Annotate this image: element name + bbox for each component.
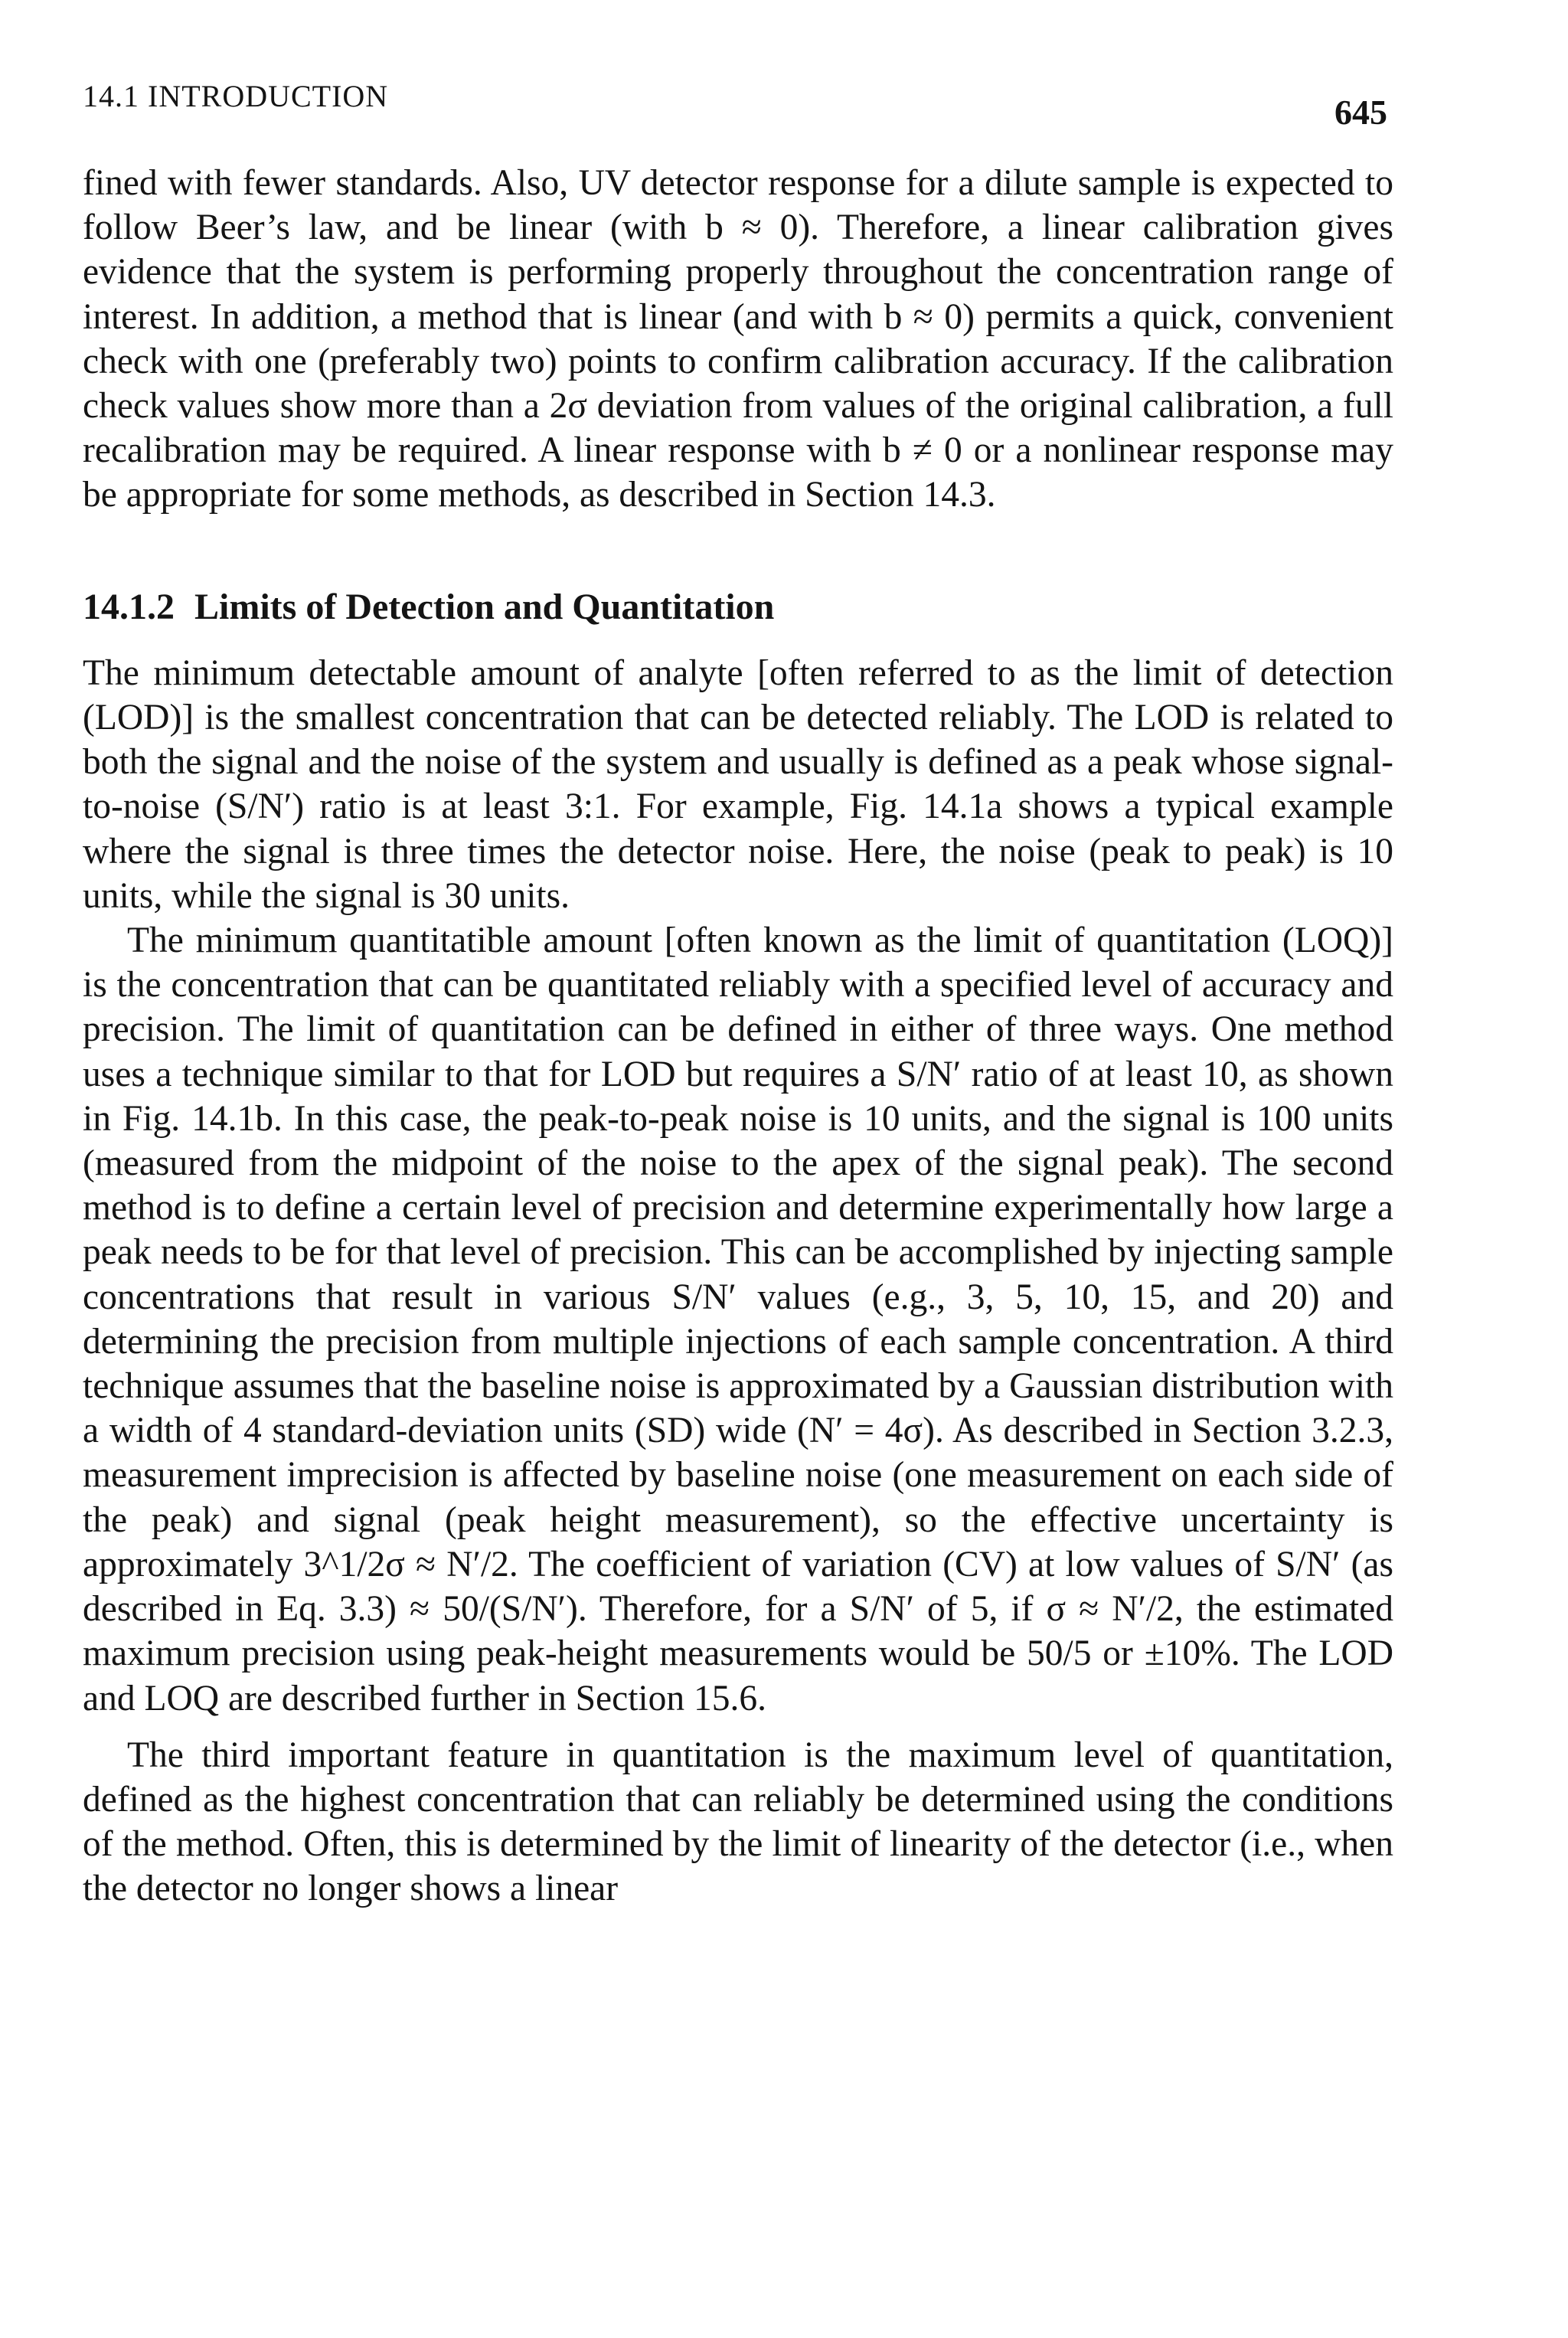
paragraph-maximum-level: The third important feature in quantitation is the maximum level of quantitation, defined as the highest concentration that can reliably be determined using the conditions of the method. Often, this is determined by the limit of linearity of the detector (i.e., when the detector no longer shows a linear bbox=[83, 1735, 1393, 1909]
paragraph-limit-of-quantitation: The minimum quantitatible amount [often known as the limit of quantitation (LOQ)] is the concentration that can be quantitated reliably with a specified level of accuracy and precision. The limit of quantitation can be defined in either of three ways. One method uses a technique similar to that for LOD but requires a S/N′ ratio of at least 10, as shown in Fig. 14.1b. In this case, the peak-to-peak noise is 10 units, and the signal is 100 units (measured from the midpoint of the noise to the apex of the signal peak). The second method is to define a certain level of precision and determine experimentally how large a peak needs to be for that level of precision. This can be accomplished by injecting sample concentrations that result in various S/N′ values (e.g., 3, 5, 10, 15, and 20) and determining the precision from multiple injections of each sample concentration. A third technique assumes that the baseline noise is approximated by a Gaussian distribution with a width of 4 standard-deviation units (SD) wide (N′ = 4σ). As described in Section 3.2.3, measurement imprecision is affected by baseline noise (one measurement on each side of the peak) and signal (peak height measurement), so the effective uncertainty is approximately 3^1/2σ ≈ N′/2. The coefficient of variation (CV) at low values of S/N′ (as described in Eq. 3.3) ≈ 50/(S/N′). Therefore, for a S/N′ of 5, if σ ≈ N′/2, the estimated maximum precision using peak-height measurements would be 50/5 or ±10%. The LOD and LOQ are described further in Section 15.6. bbox=[83, 920, 1393, 1718]
section-number: 14.1.2 bbox=[83, 586, 175, 627]
section-running-title: 14.1 INTRODUCTION bbox=[83, 79, 389, 113]
section-title: Limits of Detection and Quantitation bbox=[194, 586, 775, 627]
page-number: 645 bbox=[1334, 93, 1387, 132]
paragraph-calibration-continued: fined with fewer standards. Also, UV detector response for a dilute sample is expected to follow Beer’s law, and be linear (with b ≈ 0). Therefore, a linear calibration gives evidence that the system is performing properly throughout the concentration range of interest. In addition, a method that is linear (and with b ≈ 0) permits a quick, convenient check with one (preferably two) points to confirm calibration accuracy. If the calibration check values show more than a 2σ deviation from values of the original calibration, a full recalibration may be required. A linear response with b ≠ 0 or a nonlinear response may be appropriate for some methods, as described in Section 14.3. bbox=[83, 163, 1393, 515]
section-heading bbox=[83, 585, 1393, 629]
paragraph-limit-of-detection: The minimum detectable amount of analyte [often referred to as the limit of detection (LOD)] is the smallest concentration that can be detected reliably. The LOD is related to both the signal and the noise of the system and usually is defined as a peak whose signal-to-noise (S/N′) ratio is at least 3:1. For example, Fig. 14.1a shows a typical example where the signal is three times the detector noise. Here, the noise (peak to peak) is 10 units, while the signal is 30 units. bbox=[83, 652, 1393, 916]
running-head bbox=[83, 75, 1400, 136]
body-text bbox=[83, 161, 1393, 1911]
